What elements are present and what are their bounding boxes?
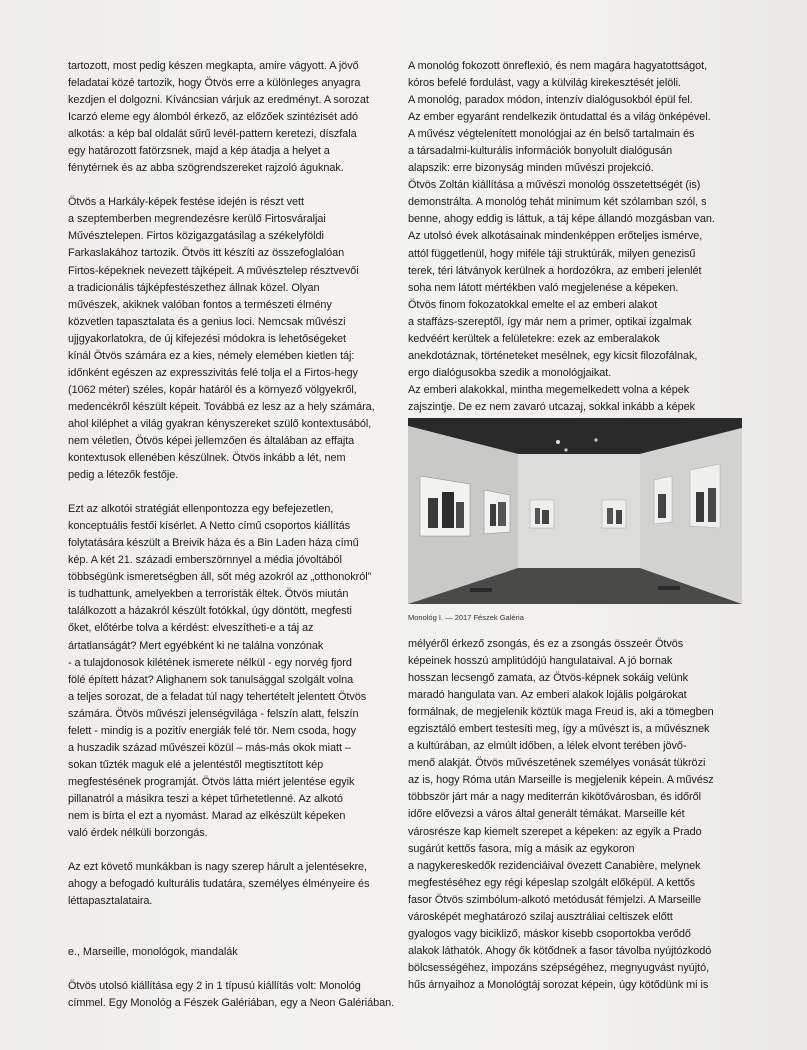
text-line: nem véletlen, Ötvös képei jellemzően és általában az effajta (68, 434, 355, 447)
text-line: számára. Ötvös művészi jelenségvilága - felszín alatt, felszín (68, 707, 359, 720)
text-line: Ötvös finom fokozatokkal emelte el az emberi alakot (408, 298, 658, 311)
text-line: Ötvös Zoltán kiállítása a művészi monológ összetettségét (is) (408, 179, 701, 192)
text-line: - a tulajdonosok kilétének ismerete nélkül - egy norvég fjord (68, 656, 352, 669)
text-line: alapszik: erre bizonyság minden művészi projekció. (408, 162, 654, 175)
text-line: terek, téri látványok kerülnek a hordozókra, az emberi jelenlét (408, 264, 702, 277)
left-column (68, 58, 406, 1012)
text-line: a kultúrában, az elmúlt időben, a lélek elvont terében jövő- (408, 740, 687, 753)
text-line: hosszan lecsengő zamata, az Ötvös-képnek sokáig velünk (408, 672, 689, 685)
text-line: benne, ahogy eddig is láttuk, a táj képe állandó mozgásban van. (408, 213, 715, 226)
text-line: egy határozott fatörzsnek, majd a kép átadja a helyet a (68, 145, 330, 158)
text-line: Icarzó eleme egy álomból érkező, az előzőek szintézisét adó (68, 111, 359, 124)
text-line: is tudhattunk, amelyekben a terroristák éltek. Ötvös miután (68, 588, 349, 601)
text-line: feladatai közé tartozik, hogy Ötvös erre a különleges anyagra (68, 77, 361, 90)
text-line: léttapasztalataira. (68, 895, 153, 908)
text-line: kép. A két 21. századi emberszörnnyel a média jóvoltából (68, 554, 342, 567)
gallery-interior-image (408, 418, 742, 604)
text-line: zajszintje. De ez nem zavaró utcazaj, sokkal inkább a képek (408, 400, 696, 413)
text-line: alakok láthatók. Ahogy ők kötődnek a fasor távolba nyújtózkodó (408, 944, 712, 957)
gallery-photo (408, 418, 742, 604)
text-line: kínál Ötvös számára ez a kies, némely elemében kietlen táj: (68, 349, 355, 362)
text-line: többször járt már a nagy mediterrán kikötővárosban, és időről (408, 791, 701, 804)
text-line: mélyéről érkező zsongás, és ez a zsongás összeér Ötvös (408, 638, 684, 650)
text-line: Az ezt követő munkákban is nagy szerep hárult a jelentésekre, (68, 861, 368, 874)
text-line: hűs árnyaihoz a Monológtáj sorozat képein, úgy kötődünk mi is (408, 978, 709, 991)
paragraph-3 (68, 501, 406, 842)
text-line: ergo dialógusokba szedik a monológjaikat. (408, 366, 612, 379)
text-line: A művész végtelenített monológjai az én belső tartalmain és (408, 128, 695, 141)
text-line: fénytérnek és az abba szögrendszereket rajzoló águknak. (68, 162, 344, 175)
text-line: a társadalmi-kulturális információk bonyolult dialógusán (408, 145, 673, 158)
text-line: ahogy a befogadó kulturális tudatára, személyes élményeire és (68, 878, 370, 891)
text-line: találkozott a házakról készült fotókkal, úgy döntött, megfesti (68, 605, 352, 618)
paragraph-4 (68, 859, 406, 910)
text-line: kezdjen el dolgozni. Kíváncsian várjuk az eredményt. A sorozat (68, 94, 369, 107)
text-line: sokan tűzték maguk elé a jelentéstől megtisztított kép (68, 758, 324, 771)
paragraph-2 (68, 194, 406, 484)
text-line: tartozott, most pedig készen megkapta, amire vágyott. A jövő (68, 60, 359, 72)
text-line: anekdotáznak, történeteket mesélnek, egy kicsit filozofálnak, (408, 349, 698, 362)
text-line: Firtos-képeknek nevezett tájképeit. A művésztelep résztvevői (68, 264, 359, 277)
text-line: kóros befelé fordulást, vagy a külvilág kirekesztését jelöli. (408, 77, 681, 90)
text-line: Művésztelepen. Firtos közigazgatásilag a székelyföldi (68, 230, 324, 243)
text-line: a huszadik század művészei közül – más-más okok miatt – (68, 741, 351, 754)
text-line: művészek, akiknek valóban fontos a természeti élmény (68, 298, 332, 311)
text-line: megfestéséhez egy régi képeslap szolgált előképül. A kettős (408, 876, 696, 889)
text-line: folytatására készült a Breivik háza és a Bin Laden háza című (68, 537, 359, 550)
text-line: Ötvös utolsó kiállítása egy 2 in 1 típusú kiállítás volt: Monológ (68, 980, 361, 993)
text-line: maradó hangulata van. Az emberi alakok lojális polgárokat (408, 689, 687, 702)
text-line: A monológ fokozott önreflexió, és nem magára hagyatottságot, (408, 60, 708, 72)
text-line: Farkaslakához tartozik. Ötvös itt készíti az összefoglalóan (68, 247, 345, 260)
text-line: sugárút kettős fasora, míg a másik az egykoron (408, 842, 635, 855)
text-line: demonstrálta. A monológ tehát minimum két szólamban szól, s (408, 196, 707, 209)
text-line: időre elővezsi a város által generált témákat. Marseille két (408, 808, 685, 821)
section-heading: e., Marseille, monológok, mandalák (68, 946, 238, 959)
text-line: a tradicionális tájképfestészethez állnak közel. Olyan (68, 281, 320, 294)
figure-caption: Monológ I. — 2017 Fészek Galéria (408, 613, 524, 622)
text-line: ártatlanságát? Mert egyébként ki ne találna vonzónak (68, 639, 324, 652)
text-line: bölcsességéhez, impozáns szépségéhez, megnyugvást nyújtó, (408, 961, 710, 974)
text-line: A monológ, paradox módon, intenzív dialógusokból épül fel. (408, 94, 693, 107)
text-line: fölé épített házat? Alighanem sok tanulsággal szolgált volna (68, 673, 354, 686)
text-line: időnként egészen az expresszivitás felé tolja el a Firtos-hegy (68, 366, 358, 379)
text-line: megfestésének programját. Ötvös látta miért jelentése egyik (68, 775, 355, 788)
text-line: képeinek hosszú amplitúdójú hangulataival. A jó bornak (408, 655, 673, 668)
text-line: a szeptemberben megrendezésre kerülő Firtosváraljai (68, 213, 326, 226)
paragraph-1 (68, 58, 406, 177)
text-line: nem is bírta el ezt a nyomást. Marad az elkészült képeken (68, 809, 346, 822)
text-line: Az ember egyaránt rendelkezik öntudattal és a világ önképével. (408, 111, 711, 124)
text-line: kontextusok ellenében készülnek. Ötvös inkább a lét, nem (68, 452, 346, 465)
text-line: menő alakját. Ötvös művészetének személyes vonását tükrözi (408, 757, 706, 770)
text-line: (1062 méter) széles, kopár határól és a környező völgyekről, (68, 383, 357, 396)
text-line: formálnak, de megjelenik köztük maga Freud is, aki a tömegben (408, 706, 714, 719)
text-line: Ezt az alkotói stratégiát ellenpontozza egy befejezetlen, (68, 503, 334, 516)
text-line: ujjgyakorlatokra, de új kifejezési módokra is lehetőségeket (68, 332, 346, 345)
text-line: gyalogos vagy bicikliző, máskor kisebb csoportokba verődő (408, 927, 691, 940)
text-line: egzisztáló embert testesíti meg, így a művészt is, a művésznek (408, 723, 710, 736)
text-line: Az utolsó évek alkotásainak mindenképpen erőteljes ismérve, (408, 230, 703, 243)
text-line: medencékről készült képeit. Továbbá ez lesz az a hely számára, (68, 400, 375, 413)
text-line: pedig a létezők festője. (68, 469, 179, 482)
text-line: őket, előtérbe tolva a kérdést: elveszítheti-e a táj az (68, 622, 314, 635)
text-line: pillanatról a másikra teszi a képet tűrhetetlenné. Az alkotó (68, 792, 343, 805)
text-line: városképét meghatározó szilaj ausztráliai celtiszek előtt (408, 910, 673, 923)
text-line: többségünk ismeretségben áll, sőt még azokról az „otthonokról” (68, 571, 372, 584)
text-line: a teljes sorozat, de a feladat túl nagy tehertételt jelentett Ötvös (68, 690, 367, 703)
text-line: Ötvös a Harkály-képek festése idején is részt vett (68, 196, 304, 209)
right-column-top (408, 58, 742, 416)
paragraph-5 (68, 978, 406, 1012)
text-line: a nagykereskedők rezidenciáival övezett Canabière, melynek (408, 859, 701, 872)
text-line: Az emberi alakokkal, mintha megemelkedett volna a képek (408, 383, 690, 396)
text-line: fasor Ötvös szimbólum-alkotó metódusát fémjelzi. A Marseille (408, 893, 701, 906)
text-line: a staffázs-szereptől, így már nem a primer, optikai izgalmak (408, 315, 692, 328)
text-line: városrésze kap kiemelt szerepet a képeken: az egyik a Prado (408, 825, 702, 838)
text-line: konceptuális festői kísérlet. A Netto című csoportos kiállítás (68, 520, 351, 533)
text-line: alkotás: a kép bal oldalát sűrű levél-pattern keretezi, díszfala (68, 128, 357, 141)
text-line: címmel. Egy Monológ a Fészek Galériában, egy a Neon Galériában. (68, 997, 395, 1010)
text-line: attól függetlenül, hogy miféle táji struktúrák, milyen genezisű (408, 247, 696, 260)
text-line: kedvéért kerültek a felületekre: ezek az emberalakok (408, 332, 660, 345)
text-line: az is, hogy Róma után Marseille is megjelenik képein. A művész (408, 774, 714, 787)
text-line: ahol kiléphet a világ gyakran kényszereket szülő kontextusából, (68, 417, 372, 430)
text-line: soha nem látott mértékben való megjelenése a képeken. (408, 281, 679, 294)
right-column-bottom (408, 636, 742, 994)
text-line: közvetlen tapasztalata és a genius loci. Nemcsak művészi (68, 315, 346, 328)
text-line: felett - mindig is a pozitív energiák felé tör. Nem csoda, hogy (68, 724, 357, 737)
text-line: való érdek nélküli borzongás. (68, 827, 208, 840)
